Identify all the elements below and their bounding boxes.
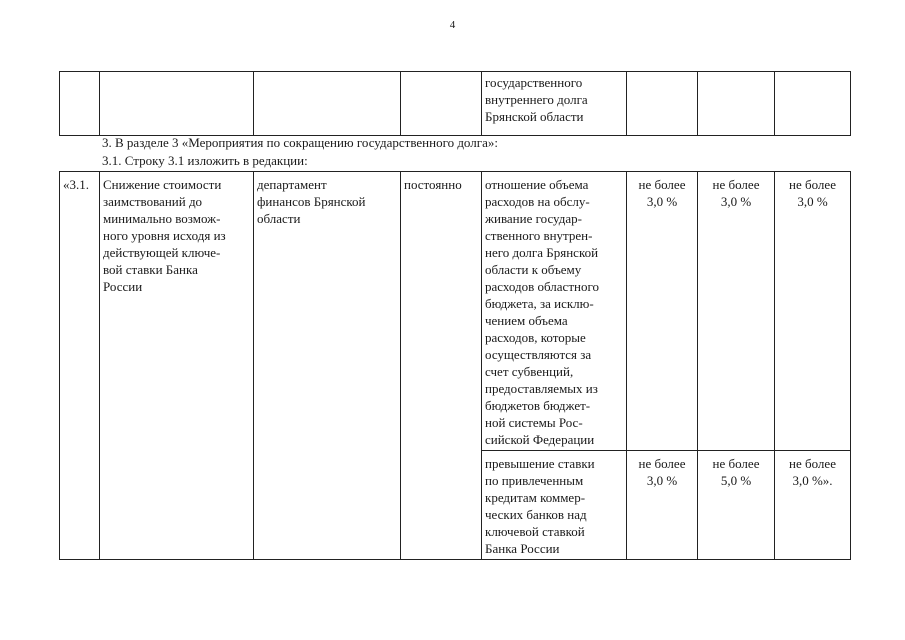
page-number: 4 — [449, 19, 456, 31]
cell-number — [60, 72, 100, 136]
table-row — [60, 72, 851, 136]
indicator-cell: превышение ставки по привлеченным кредитам коммер- ческих банков над ключевой ставкой Банка России — [482, 451, 627, 560]
previous-table-fragment — [59, 71, 851, 136]
cell-value-3 — [775, 72, 851, 136]
executor-cell: департамент финансов Брянской области — [254, 172, 401, 560]
cell-measure — [100, 72, 254, 136]
cell-indicator: государственного внутреннего долга Брянской области — [482, 72, 627, 136]
row-note: 3.1. Строку 3.1 изложить в редакции: — [102, 153, 308, 168]
cell-period — [401, 72, 482, 136]
main-table — [59, 171, 851, 560]
value-cell-2: не более 5,0 % — [698, 451, 775, 560]
value-cell-2: не более 3,0 % — [698, 172, 775, 451]
value-cell-3: не более 3,0 %». — [775, 451, 851, 560]
section-note: 3. В разделе 3 «Мероприятия по сокращению государственного долга»: — [102, 135, 498, 150]
table-row — [60, 172, 851, 451]
indicator-cell: отношение объема расходов на обслу- живание государ- ственного внутрен- него долга Брянской области к объему расходов областного бюджета, за исклю- чением объема расходов, которые осуществляются за счет субвенций, предоставляемых из бюджетов бюджет- ной системы Рос- сийской Федерации — [482, 172, 627, 451]
cell-value-2 — [698, 72, 775, 136]
cell-executor — [254, 72, 401, 136]
period-cell: постоянно — [401, 172, 482, 560]
cell-value-1 — [627, 72, 698, 136]
value-cell-1: не более 3,0 % — [627, 172, 698, 451]
measure-cell: Снижение стоимости заимствований до минимально возмож- ного уровня исходя из действующей ключе- вой ставки Банка России — [100, 172, 254, 560]
value-cell-1: не более 3,0 % — [627, 451, 698, 560]
row-number: «3.1. — [60, 172, 100, 560]
value-cell-3: не более 3,0 % — [775, 172, 851, 451]
